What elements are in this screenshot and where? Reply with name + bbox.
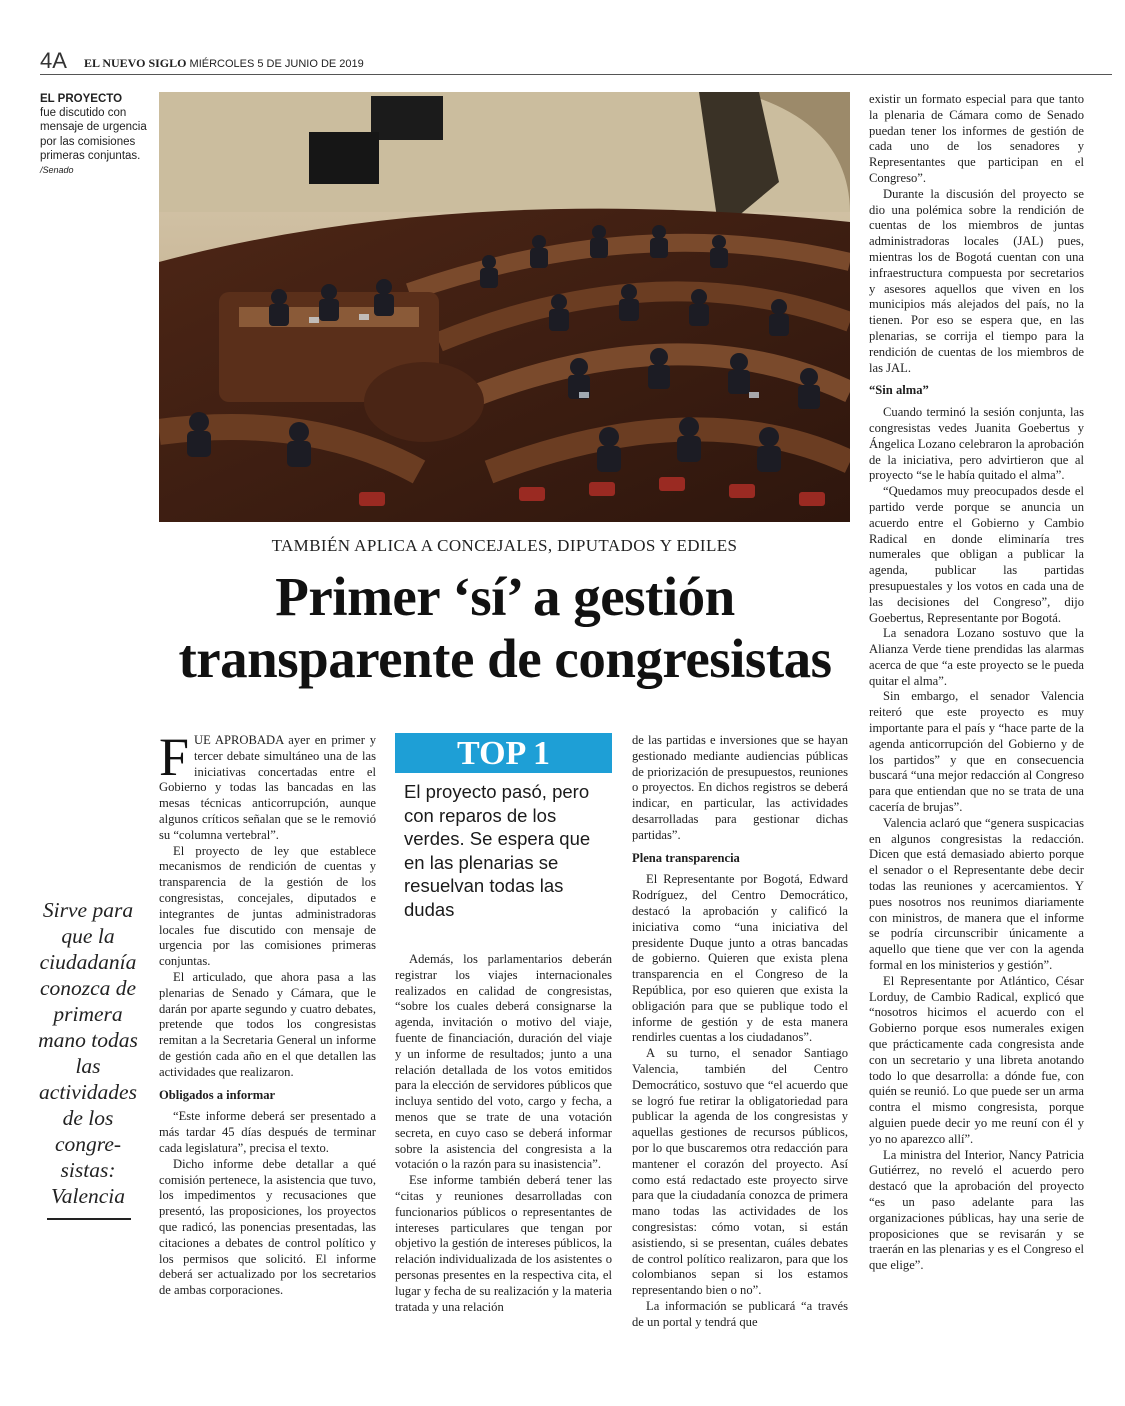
pull-quote: Sirve para que la ciudadanía conozca de primera mano todas las actividades de los congre-sistas: Valencia (38, 898, 138, 1208)
article-headline (150, 566, 860, 690)
paragraph: La información se publicará “a través de un portal y tendrá que (632, 1298, 848, 1329)
paragraph: El articulado, que ahora pasa a las plenarias de Senado y Cámara, que le darán por aparte segundo y cuatro debates, pretende que todos los congresistas remitan a la Secretaria General un informe de gestión cada año en el que detallen las actividades que realizaron. (159, 969, 376, 1079)
paragraph: “Quedamos muy preocupados desde el partido verde porque se anuncia un acuerdo entre el Gobierno y Cambio Radical en donde eliminaría tres numerales que obligan a publicar la agenda, publicar las partidas presupuestales y los votos en cada una de las decisiones del Congreso”, dijo Goebertus, Representante por Bogotá. (869, 484, 1084, 625)
paragraph: Valencia aclaró que “genera suspicacias en algunos congresistas la redacción. Dicen que está demasiado abierto porque el senador o el Representante debe decir todas las reuniones y acercamientos. Y pues nosotros nos reunimos diariamente con ministros, de manera que el informe se podría circunscribir únicamente a aquello que tiene que ver con la agenda formal en los ministerios y gestión”. (869, 815, 1084, 973)
caption-text: fue discutido con mensaje de urgencia por las comisiones primeras conjuntas. (40, 107, 147, 162)
paragraph: Durante la discusión del proyecto se dio una polémica sobre la rendición de cuentas de los miembros de juntas administradoras locales (JAL) pues, mientras los de Bogotá cuentan con una infraestructura compuesta por secretarios y asesores aquellos que viven en los municipios más alejados del país, no la tienen. Por eso se espera que, en las plenarias, se corrija el tiempo para la rendición de cuentas de los miembros de las JAL. (869, 186, 1084, 375)
photo-caption (40, 92, 152, 177)
paragraph: existir un formato especial para que tanto la plenaria de Cámara como de Senado puedan tener los informes de gestión de cada uno de los senadores y Representantes que participan en el Congreso”. (869, 92, 1084, 185)
article-column-2 (395, 952, 612, 1315)
paragraph: Dicho informe debe detallar a qué comisión pertenece, la asistencia que tuvo, los impedimentos y recusaciones que presentó, las proposiciones, los proyectos que radicó, las ponencias presentadas, las citaciones a debates de control político y los permisos que solicitó. El informe deberá ser actualizado por los secretarios de ambas corporaciones. (159, 1156, 376, 1298)
paragraph: La ministra del Interior, Nancy Patricia Gutiérrez, no reveló el acuerdo pero destacó que la aprobación del proyecto “es un paso adelante para las organizaciones públicas, hay una serie de proposiciones que se revisarán y se traerán en las plenarias y es el Congreso el que elige”. (869, 1147, 1084, 1273)
paragraph: “Este informe deberá ser presentado a más tardar 45 días después de terminar cada legislatura”, precisa el texto. (159, 1109, 376, 1155)
headline-line-1: Primer ‘sí’ a gestión (275, 566, 735, 627)
issue-date: MIÉRCOLES 5 DE JUNIO DE 2019 (189, 58, 364, 70)
article-column-1 (159, 727, 376, 1299)
paragraph: El Representante por Bogotá, Edward Rodríguez, del Centro Democrático, destacó la aprobación y calificó la iniciativa como “una iniciativa del presidente Duque junto a otras bancadas de gobierno. Quieren que exista plena transparencia en el Congreso de la República, por eso quieren que exista la obligación para que se publique todo el informe de gestión y de esta manera rendirles cuentas a los ciudadanos”. (632, 872, 848, 1045)
header-rule (40, 74, 1112, 75)
subhead: Plena transparencia (632, 850, 740, 865)
article-column-4 (869, 92, 1084, 1274)
page-number: 4A (40, 48, 67, 73)
headline-line-2: transparente de congresistas (178, 628, 832, 689)
paragraph-text: ayer en primer y tercer debate simultáneo una de las iniciativas concertadas entre el Gobierno y todas las bancadas en las mesas técnicas anticorrupción, aunque algunos críticos señalan que se le removió su “columna vertebral”. (159, 733, 376, 842)
top-box-label: TOP 1 (395, 733, 612, 773)
paragraph: Sin embargo, el senador Valencia reiteró que este proyecto es muy importante para el país y “hace parte de la agenda anticorrupción del Gobierno y de los partidos” y que en consecuencia buscará “una mejor redacción al Congreso para que entiendan que no se trata de una cacería de brujas”. (869, 689, 1084, 815)
article-column-3 (632, 733, 848, 1330)
paragraph: A su turno, el senador Santiago Valencia, también del Centro Democrático, sostuvo que “el acuerdo que se logró fue retirar la obligatoriedad para publicar la agenda de los congresistas y aquellas gestiones de recursos públicos, por lo que buscaremos otra redacción para mantener el corazón del proyecto. Así como está redactado este proyecto sirve para que la ciudadanía conozca de primera mano todas las actividades de los congresistas: cómo votan, si están asistiendo, si se presentan, cuáles debates de control político realizaron, para que los colombianos sepan si los estamos representando bien o no”. (632, 1046, 848, 1298)
subhead: “Sin alma” (869, 383, 929, 398)
paragraph: Cuando terminó la sesión conjunta, las congresistas vedes Juanita Goebertus y Ángelica Lozano celebraron la aprobación de la iniciativa, pero advirtieron que al proyecto “se le había quitado el alma”. (869, 405, 1084, 483)
paragraph: El Representante por Atlántico, César Lorduy, de Cambio Radical, explicó que “nosotros hicimos el acuerdo con el Gobierno porque esos numerales exigen que prácticamente cada congresista ande con un secretario y una libreta anotando todo lo que desarrolla: a dónde fue, con quién se reunió. Lo que puede ser un arma contra el mismo congresista, porque alguien puede decir yo me reuní con él y yo no aparezco allí”. (869, 973, 1084, 1146)
page-header (84, 56, 364, 71)
paragraph: El proyecto de ley que establece mecanismos de rendición de cuentas y transparencia de la gestión de los congresistas, concejales, diputados e integrantes de juntas administradoras locales fue discutido con mensaje de urgencia por las comisiones primeras conjuntas. (159, 843, 376, 969)
lead-in: UE APROBADA (194, 733, 284, 747)
drop-cap: F (159, 727, 190, 787)
caption-title: EL PROYECTO (40, 93, 123, 105)
newspaper-name: EL NUEVO SIGLO (84, 56, 187, 70)
pull-quote-rule (47, 1218, 131, 1220)
paragraph (159, 727, 376, 844)
congress-chamber-photo (159, 92, 850, 522)
paragraph: de las partidas e inversiones que se hayan gestionado mediante audiencias públicas de priorización de presupuestos, reuniones o proyectos. En dichos registros se deberá indicar, en particular, las actividades desarrolladas para gestionar dichas partidas”. (632, 733, 848, 842)
caption-credit: /Senado (40, 165, 74, 176)
top-box-text: El proyecto pasó, pero con reparos de los verdes. Se espera que en las plenarias se resuelvan todas las dudas (404, 781, 591, 920)
paragraph: Además, los parlamentarios deberán registrar los viajes internacionales realizados en calidad de congresistas, “sobre los cuales deberá consignarse la agenda, invitación o motivo del viaje, fuente de financiación, duración del viaje y un informe de resultados; junto a una relación detallada de los votos emitidos para la elección de servidores públicos que incluya sentido del voto, cargo y fecha, a menos que se trate de una votación secreta, en cuyo caso se deberá informar sobre la asistencia del congresista a la votación o la razón para su inasistencia”. (395, 952, 612, 1172)
subhead: Obligados a informar (159, 1087, 276, 1102)
paragraph: La senadora Lozano sostuvo que la Alianza Verde tiene prendidas las alarmas acerca de que “a este proyecto se le pueda quitar el alma”. (869, 626, 1084, 688)
paragraph: Ese informe también deberá tener las “citas y reuniones desarrolladas con funcionarios públicos o representantes de intereses particulares que tengan por objetivo la gestión de intereses públicos, la relación individualizada de los asistentes o personas presentes en la respectiva cita, el lugar y fecha de su realización y la materia tratada y una relación (395, 1173, 612, 1314)
article-kicker: TAMBIÉN APLICA A CONCEJALES, DIPUTADOS Y EDILES (271, 536, 738, 555)
